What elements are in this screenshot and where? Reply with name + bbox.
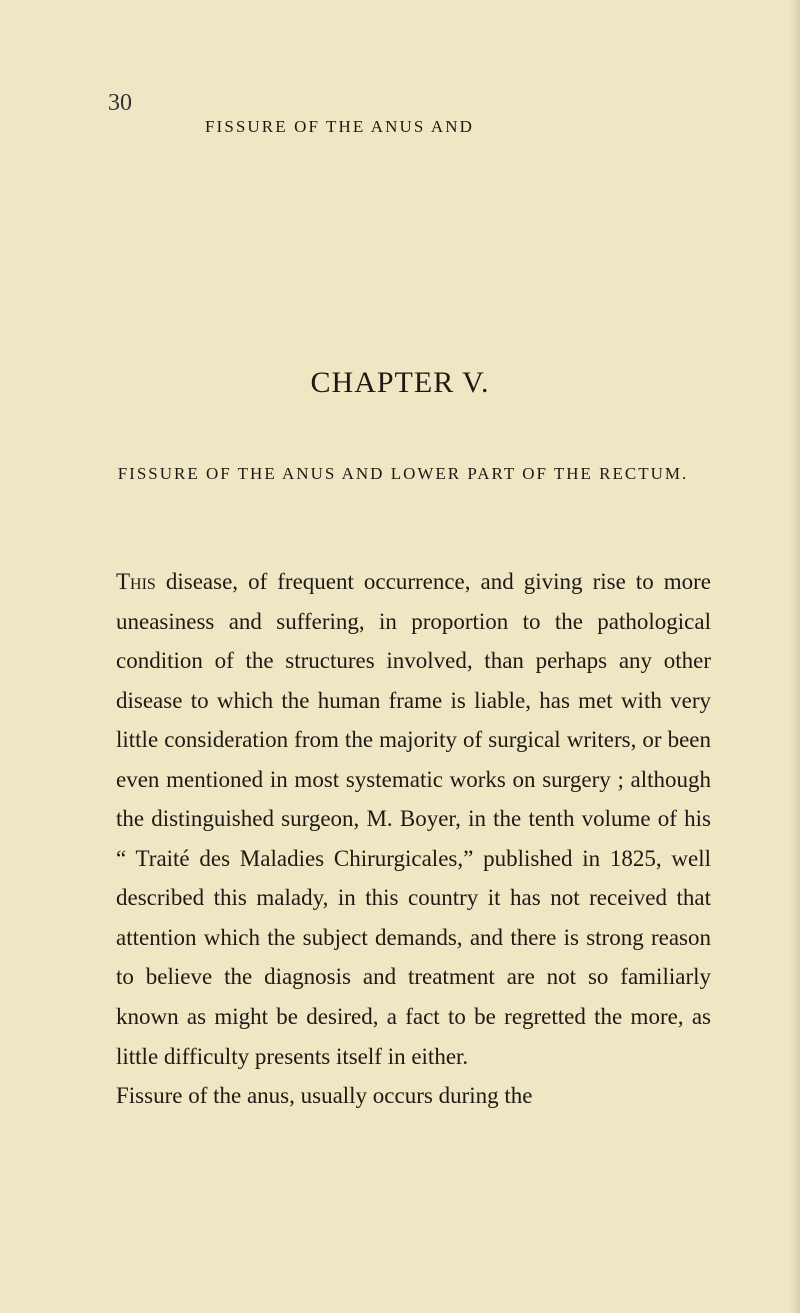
- page-edge-shadow: [790, 0, 800, 1313]
- paragraph-1-lead: This: [116, 569, 156, 594]
- body-text: [116, 562, 711, 1116]
- running-head: FISSURE OF THE ANUS AND: [205, 117, 475, 136]
- paragraph-2-text: Fissure of the anus, usually occurs during the: [116, 1083, 533, 1109]
- paragraph-1: [116, 562, 711, 1076]
- chapter-subtitle: FISSURE OF THE ANUS AND LOWER PART OF THE RECTUM.: [117, 464, 689, 483]
- paragraph-1-text: disease, of frequent occurrence, and giving rise to more uneasiness and suffering, in proportion to the pathological condition of the structures involved, than perhaps any other disease to which the human frame is liable, has met with very little consideration from the majority of surgical writers, or been even mentioned in most systematic works on surgery ; although the distinguished surgeon, M. Boyer, in the tenth volume of his “ Traité des Maladies Chirurgicales,” published in 1825, well described this malady, in this country it has not received that attention which the subject demands, and there is strong reason to believe the diagnosis and treatment are not so familiarly known as might be desired, a fact to be regretted the more, as little difficulty presents itself in either.: [116, 569, 711, 1069]
- chapter-title: CHAPTER V.: [310, 366, 490, 399]
- paragraph-2: [116, 1076, 711, 1116]
- page-number: 30: [108, 90, 132, 116]
